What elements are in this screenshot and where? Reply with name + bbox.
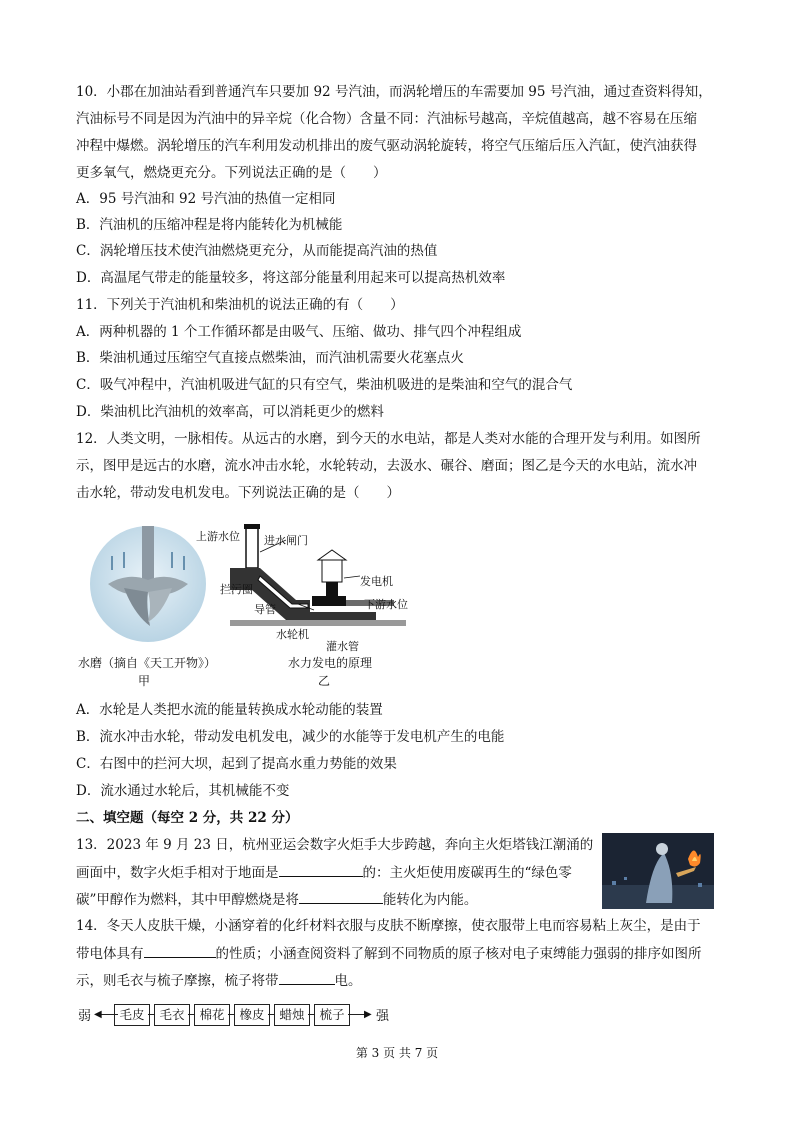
label-upstream-level: 上游水位 <box>196 530 240 543</box>
torch-photo <box>602 833 714 909</box>
label-turbine: 水轮机 <box>276 628 309 641</box>
q12-option-d: D．流水通过水轮后，其机械能不变 <box>76 783 290 799</box>
label-penstock: 导管 <box>254 603 276 616</box>
q10-line-1: 10．小郡在加油站看到普通汽车只要加 92 号汽油，而涡轮增压的车需要加 95 号汽油，通过查资料得知， <box>76 84 712 100</box>
q13-text-3b: 能转化为内能。 <box>382 892 478 908</box>
q14-blank-1[interactable] <box>144 943 216 958</box>
q13-line-3 <box>76 889 477 910</box>
label-irrigation-pipe: 灌水管 <box>326 640 359 653</box>
label-downstream-level: 下游水位 <box>364 598 408 611</box>
q14-text-3a: 示，则毛衣与梳子摩擦，梳子将带 <box>76 973 279 989</box>
q14-text-3b: 电。 <box>334 973 362 989</box>
q14-blank-2[interactable] <box>279 970 335 985</box>
q13-blank-1[interactable] <box>279 862 363 877</box>
seq-item: 梳子 <box>314 1004 350 1026</box>
figure-label-jia: 甲 <box>138 674 151 688</box>
q13-line-2 <box>76 862 572 883</box>
q11-option-b: B．柴油机通过压缩空气直接点燃柴油，而汽油机需要火花塞点火 <box>76 350 464 366</box>
q12-option-a: A．水轮是人类把水流的能量转换成水轮动能的装置 <box>76 702 383 718</box>
q14-text-2b: 的性质；小涵查阅资料了解到不同物质的原子核对电子束缚能力强弱的排序如图所 <box>215 946 702 962</box>
q12-line-2: 示，图甲是远古的水磨，流水冲击水轮，水轮转动，去汲水、碾谷、磨面；图乙是今天的水电站，流水冲 <box>76 458 697 474</box>
seq-item: 棉花 <box>194 1004 230 1026</box>
q10-line-4: 更多氧气，燃烧更充分。下列说法正确的是（ ） <box>76 165 387 181</box>
seq-item: 毛皮 <box>114 1004 150 1026</box>
q12-line-3: 击水轮，带动发电机发电。下列说法正确的是（ ） <box>76 485 400 501</box>
q14-text-2a: 带电体具有 <box>76 946 144 962</box>
q12-line-1: 12．人类文明，一脉相传。从远古的水磨，到今天的水电站，都是人类对水能的合理开发与利用。如图所 <box>76 431 701 447</box>
seq-item: 橡皮 <box>234 1004 270 1026</box>
q12-option-b: B．流水冲击水轮，带动发电机发电，减少的水能等于发电机产生的电能 <box>76 729 505 745</box>
q10-option-b: B．汽油机的压缩冲程是将内能转化为机械能 <box>76 217 343 233</box>
seq-arrowhead-left-icon: ◀ <box>94 1009 102 1020</box>
q11-stem: 11．下列关于汽油机和柴油机的说法正确的有（ ） <box>76 297 404 313</box>
seq-weak-label: 弱 <box>78 1009 92 1024</box>
label-intake-gate: 进水闸门 <box>264 534 308 547</box>
water-mill-figure <box>88 522 208 647</box>
seq-item: 蜡烛 <box>274 1004 310 1026</box>
q11-option-d: D．柴油机比汽油机的效率高，可以消耗更少的燃料 <box>76 404 384 420</box>
q13-text-2a: 画面中，数字火炬手相对于地面是 <box>76 865 279 881</box>
q13-blank-2[interactable] <box>299 889 383 904</box>
q12-option-c: C．右图中的拦河大坝，起到了提高水重力势能的效果 <box>76 756 397 772</box>
q11-option-a: A．两种机器的 1 个工作循环都是由吸气、压缩、做功、排气四个冲程组成 <box>76 324 522 340</box>
seq-item: 毛衣 <box>154 1004 190 1026</box>
q10-line-2: 汽油标号不同是因为汽油中的异辛烷（化合物）含量不同：汽油标号越高，辛烷值越高，越不容易在压缩 <box>76 111 697 127</box>
water-mill-caption: 水磨（摘自《天工开物》） <box>78 656 217 670</box>
q11-option-c: C．吸气冲程中，汽油机吸进气缸的只有空气，柴油机吸进的是柴油和空气的混合气 <box>76 377 573 393</box>
figure-label-yi: 乙 <box>318 674 331 688</box>
label-generator: 发电机 <box>360 575 393 588</box>
q14-line-1: 14．冬天人皮肤干燥，小涵穿着的化纤材料衣服与皮肤不断摩擦，使衣服带上电而容易粘上灰尘，是由于 <box>76 918 701 934</box>
seq-arrowhead-right-icon: ▶ <box>364 1009 372 1020</box>
q10-option-d: D．高温尾气带走的能量较多，将这部分能量利用起来可以提高热机效率 <box>76 270 506 286</box>
label-trash-rack: 拦污圈 <box>220 583 253 596</box>
q14-line-2 <box>76 943 702 964</box>
q10-line-3: 冲程中爆燃。涡轮增压的汽车利用发动机排出的废气驱动涡轮旋转，将空气压缩后压入汽缸，使汽油获得 <box>76 138 697 154</box>
q14-line-3 <box>76 970 362 991</box>
seq-strong-label: 强 <box>376 1009 390 1024</box>
q13-text-2b: 的：主火炬使用废碳再生的“绿色零 <box>362 865 572 881</box>
hydropower-caption: 水力发电的原理 <box>288 656 373 670</box>
q13-line-1: 13．2023 年 9 月 23 日，杭州亚运会数字火炬手大步跨越，奔向主火炬塔钱江潮涌的 <box>76 837 594 853</box>
q10-option-c: C．涡轮增压技术使汽油燃烧更充分，从而能提高汽油的热值 <box>76 243 438 259</box>
q13-text-3a: 碳”甲醇作为燃料，其中甲醇燃烧是将 <box>76 892 299 908</box>
q10-option-a: A．95 号汽油和 92 号汽油的热值一定相同 <box>76 191 336 207</box>
page-footer: 第 3 页 共 7 页 <box>355 1046 439 1060</box>
section-2-heading: 二、填空题（每空 2 分，共 22 分） <box>76 810 299 826</box>
